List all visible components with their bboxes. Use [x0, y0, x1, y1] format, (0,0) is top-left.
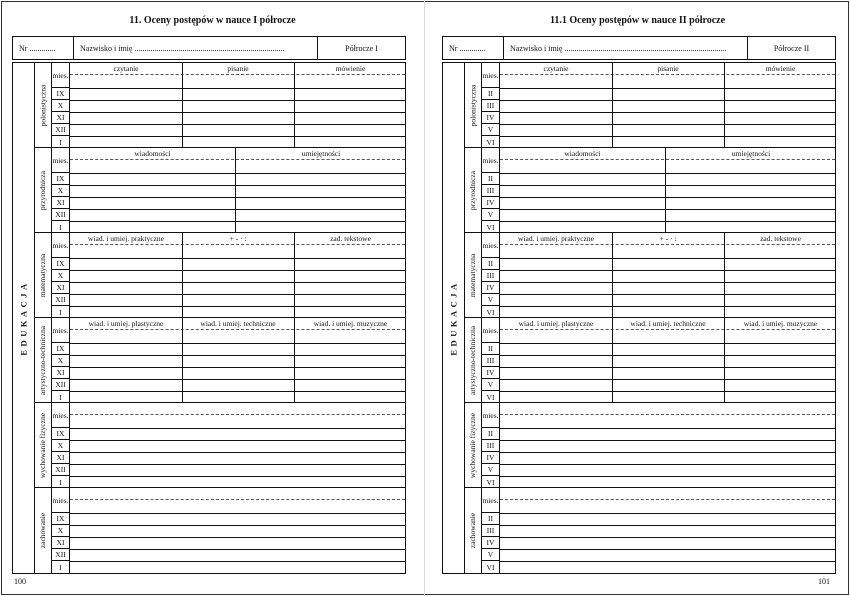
grade-grid[interactable]	[70, 233, 405, 317]
month-cell: V	[482, 549, 499, 561]
month-cell: XI	[52, 197, 69, 209]
column-divider	[294, 318, 295, 402]
column-label: + - · :	[659, 234, 677, 243]
mies-label: mies.	[52, 403, 69, 428]
column-label: umiejętności	[731, 149, 771, 158]
grade-grid[interactable]	[500, 318, 835, 402]
grade-grid[interactable]	[70, 488, 405, 573]
subject-label	[35, 63, 52, 147]
subject-label-text: przyrodnicza	[468, 170, 478, 210]
month-cell: IX	[52, 88, 69, 100]
grid-row-line	[70, 464, 405, 465]
grid-row-line	[500, 464, 835, 465]
dashed-line	[500, 329, 835, 330]
column-label: wiad. i umiej. techniczne	[200, 319, 276, 328]
grid-row-line	[500, 476, 835, 477]
column-label: zad. tekstowe	[760, 234, 801, 243]
month-cell: IX	[52, 428, 69, 440]
grid-row-line	[70, 270, 405, 271]
month-cell: IV	[482, 452, 499, 464]
grid-row-line	[500, 112, 835, 113]
dashed-line	[500, 159, 835, 160]
dashed-line	[70, 244, 405, 245]
grade-grid[interactable]	[500, 148, 835, 232]
grid-row-line	[500, 343, 835, 344]
mies-label: mies.	[482, 488, 499, 513]
month-cell: I	[59, 392, 62, 402]
subject-label-text: polonistyczna	[468, 84, 478, 126]
section-przyrodnicza	[465, 148, 835, 233]
subject-label	[465, 233, 482, 317]
grid-row-line	[500, 549, 835, 550]
number-field[interactable]: Nr .............	[19, 43, 56, 53]
subject-label-text: przyrodnicza	[38, 170, 48, 210]
column-label: czytanie	[543, 64, 569, 73]
grid-row-line	[500, 294, 835, 295]
month-cell: II	[482, 88, 499, 100]
grid-row-line	[500, 391, 835, 392]
month-cell: IV	[482, 282, 499, 294]
semester-label: Półrocze II	[747, 37, 835, 59]
column-label: mówienie	[335, 64, 366, 73]
mies-label: mies.	[52, 148, 69, 173]
mies-label: mies.	[482, 233, 499, 258]
month-cell: I	[59, 562, 62, 572]
grid-row-line	[500, 440, 835, 441]
grid-row-line	[500, 513, 835, 514]
dashed-line	[500, 414, 835, 415]
month-cell: II	[482, 173, 499, 185]
grid-row-line	[500, 173, 835, 174]
month-cell: X	[52, 270, 69, 282]
section-artystyczno-techniczna	[35, 318, 405, 403]
grade-grid[interactable]	[500, 488, 835, 573]
grid-row-line	[70, 209, 405, 210]
section-artystyczno-techniczna	[465, 318, 835, 403]
column-divider	[724, 63, 725, 147]
month-cell: IX	[52, 513, 69, 525]
grid-row-line	[500, 270, 835, 271]
grid-row-line	[70, 513, 405, 514]
month-cell: V	[482, 379, 499, 391]
subject-label-text: matematyczna	[468, 253, 478, 297]
month-column	[482, 403, 500, 487]
grid-row-line	[500, 367, 835, 368]
subject-label-text: polonistyczna	[38, 84, 48, 126]
grid-row-line	[70, 306, 405, 307]
subject-label-text: artystyczno-techniczna	[38, 325, 48, 395]
grid-row-line	[70, 185, 405, 186]
month-column	[482, 233, 500, 317]
month-cell: VI	[486, 392, 495, 402]
column-label: wiad. i umiej. techniczne	[630, 319, 706, 328]
section-wychowanie-fizyczne	[35, 403, 405, 488]
column-divider	[612, 233, 613, 317]
month-column	[52, 233, 70, 317]
grid-row-line	[70, 100, 405, 101]
subject-label	[35, 318, 52, 402]
month-column	[482, 148, 500, 232]
month-cell: V	[482, 209, 499, 221]
month-cell: X	[52, 185, 69, 197]
dashed-line	[500, 244, 835, 245]
grid-row-line	[70, 173, 405, 174]
grid-row-line	[500, 100, 835, 101]
month-cell: X	[52, 440, 69, 452]
month-cell: IV	[482, 112, 499, 124]
grid-row-line	[70, 136, 405, 137]
grid-row-line	[70, 367, 405, 368]
grid-row-line	[70, 428, 405, 429]
month-cell: XI	[52, 367, 69, 379]
month-cell: XII	[52, 294, 69, 306]
grid-row-line	[70, 221, 405, 222]
subject-label	[35, 233, 52, 317]
subject-label	[35, 403, 52, 487]
column-divider	[182, 233, 183, 317]
grid-row-line	[70, 258, 405, 259]
grid-row-line	[500, 525, 835, 526]
month-cell: X	[52, 525, 69, 537]
mies-label: mies.	[52, 488, 69, 513]
month-cell: VI	[486, 562, 495, 572]
grid-row-line	[70, 294, 405, 295]
grid-row-line	[70, 476, 405, 477]
grid-row-line	[70, 537, 405, 538]
column-label: czytanie	[113, 64, 139, 73]
mies-label: mies.	[482, 148, 499, 173]
section-polonistyczna	[465, 63, 835, 148]
month-column	[52, 148, 70, 232]
section-matematyczna	[35, 233, 405, 318]
month-cell: III	[482, 100, 499, 112]
grade-grid[interactable]	[70, 63, 405, 147]
month-cell: XII	[52, 209, 69, 221]
subject-label-text: wychowanie fizyczne	[468, 412, 478, 478]
section-wychowanie-fizyczne	[465, 403, 835, 488]
column-label: wiad. i umiej. muzyczne	[313, 319, 388, 328]
mies-label: mies.	[52, 233, 69, 258]
month-cell: III	[482, 270, 499, 282]
grid-row-line	[500, 452, 835, 453]
dashed-line	[500, 499, 835, 500]
column-label: umiejętności	[301, 149, 341, 158]
column-label: + - · :	[229, 234, 247, 243]
month-cell: XII	[52, 464, 69, 476]
month-cell: IV	[482, 197, 499, 209]
month-column	[52, 318, 70, 402]
column-divider	[665, 148, 666, 232]
page-title: 11. Oceny postępów w nauce I półrocze	[129, 15, 296, 26]
column-label: wiad. i umiej. praktyczne	[517, 234, 594, 243]
section-matematyczna	[465, 233, 835, 318]
dashed-line	[70, 159, 405, 160]
month-cell: XI	[52, 452, 69, 464]
grid-row-line	[500, 88, 835, 89]
grid-row-line	[500, 124, 835, 125]
grid-row-line	[70, 561, 405, 562]
subject-label	[35, 148, 52, 232]
semester-label: Półrocze I	[317, 37, 405, 59]
dashed-line	[70, 329, 405, 330]
month-cell: III	[482, 185, 499, 197]
column-label: wiad. i umiej. plastyczne	[518, 319, 594, 328]
grid-row-line	[500, 561, 835, 562]
month-cell: V	[482, 464, 499, 476]
section-zachowanie	[465, 488, 835, 573]
page-title: 11.1 Oceny postępów w nauce II półrocze	[549, 15, 726, 26]
name-field[interactable]: Nazwisko i imię .................................................................................	[503, 37, 747, 59]
month-cell: III	[482, 525, 499, 537]
grid-row-line	[500, 221, 835, 222]
month-column	[482, 488, 500, 573]
grid-row-line	[500, 136, 835, 137]
grid-row-line	[70, 355, 405, 356]
grade-grid[interactable]	[500, 63, 835, 147]
number-field[interactable]: Nr .............	[449, 43, 486, 53]
month-cell: XII	[52, 549, 69, 561]
grid-row-line	[70, 343, 405, 344]
month-column	[482, 63, 500, 147]
right-page	[425, 0, 850, 596]
month-cell: I	[59, 137, 62, 147]
subject-label-text: wychowanie fizyczne	[38, 412, 48, 478]
month-cell: VI	[486, 137, 495, 147]
month-cell: VI	[486, 477, 495, 487]
column-label: pisanie	[657, 64, 679, 73]
column-divider	[182, 63, 183, 147]
column-label: wiad. i umiej. plastyczne	[88, 319, 164, 328]
dashed-line	[70, 414, 405, 415]
section-przyrodnicza	[35, 148, 405, 233]
dashed-line	[70, 74, 405, 75]
grid-row-line	[500, 282, 835, 283]
grades-table	[442, 62, 836, 574]
month-cell: III	[482, 440, 499, 452]
month-cell: X	[52, 100, 69, 112]
edukacja-label: EDUKACJA	[443, 63, 465, 573]
column-label: wiad. i umiej. muzyczne	[743, 319, 818, 328]
grid-row-line	[500, 355, 835, 356]
month-cell: IX	[52, 173, 69, 185]
grid-row-line	[500, 306, 835, 307]
mies-label: mies.	[482, 63, 499, 88]
subject-label	[465, 318, 482, 402]
section-polonistyczna	[35, 63, 405, 148]
grade-grid[interactable]	[500, 233, 835, 317]
grid-row-line	[500, 185, 835, 186]
month-column	[52, 63, 70, 147]
month-cell: IV	[482, 367, 499, 379]
grade-grid[interactable]	[70, 318, 405, 402]
mies-label: mies.	[482, 318, 499, 343]
student-header	[12, 36, 406, 60]
subject-label	[465, 148, 482, 232]
month-cell: I	[59, 307, 62, 317]
grid-row-line	[70, 124, 405, 125]
grid-row-line	[500, 428, 835, 429]
grade-grid[interactable]	[70, 403, 405, 487]
grid-row-line	[70, 112, 405, 113]
subject-label	[465, 488, 482, 573]
grid-row-line	[500, 209, 835, 210]
column-divider	[182, 318, 183, 402]
grid-row-line	[70, 197, 405, 198]
page-number: 101	[818, 577, 830, 586]
dashed-line	[70, 499, 405, 500]
section-zachowanie	[35, 488, 405, 573]
grid-row-line	[70, 440, 405, 441]
subject-label	[465, 63, 482, 147]
month-cell: XI	[52, 282, 69, 294]
grid-row-line	[70, 379, 405, 380]
month-cell: VI	[486, 307, 495, 317]
column-label: zad. tekstowe	[330, 234, 371, 243]
edukacja-label: EDUKACJA	[13, 63, 35, 573]
month-cell: II	[482, 343, 499, 355]
column-divider	[724, 233, 725, 317]
mies-label: mies.	[52, 318, 69, 343]
month-cell: II	[482, 513, 499, 525]
grade-grid[interactable]	[500, 403, 835, 487]
mies-label: mies.	[52, 63, 69, 88]
month-cell: X	[52, 355, 69, 367]
grid-row-line	[500, 258, 835, 259]
subject-label-text: zachowanie	[468, 512, 478, 549]
subject-label	[465, 403, 482, 487]
grid-row-line	[70, 549, 405, 550]
month-cell: XII	[52, 124, 69, 136]
month-cell: VI	[486, 222, 495, 232]
grid-row-line	[500, 379, 835, 380]
month-column	[52, 488, 70, 573]
month-cell: I	[59, 222, 62, 232]
month-cell: IX	[52, 258, 69, 270]
column-label: wiadomości	[564, 149, 601, 158]
month-cell: II	[482, 258, 499, 270]
grid-row-line	[500, 537, 835, 538]
grades-table	[12, 62, 406, 574]
subject-label-text: zachowanie	[38, 512, 48, 549]
subject-label-text: matematyczna	[38, 253, 48, 297]
column-divider	[724, 318, 725, 402]
month-cell: XI	[52, 537, 69, 549]
mies-label: mies.	[482, 403, 499, 428]
grid-row-line	[70, 391, 405, 392]
month-cell: V	[482, 294, 499, 306]
column-divider	[612, 63, 613, 147]
grid-row-line	[500, 197, 835, 198]
name-field[interactable]: Nazwisko i imię ...........................................................................	[73, 37, 317, 59]
column-label: pisanie	[227, 64, 249, 73]
grid-row-line	[70, 525, 405, 526]
month-cell: III	[482, 355, 499, 367]
subject-label	[35, 488, 52, 573]
grid-row-line	[70, 88, 405, 89]
month-cell: I	[59, 477, 62, 487]
grid-row-line	[70, 282, 405, 283]
month-cell: XII	[52, 379, 69, 391]
column-divider	[294, 63, 295, 147]
column-divider	[294, 233, 295, 317]
month-cell: XI	[52, 112, 69, 124]
student-header	[442, 36, 836, 60]
grade-grid[interactable]	[70, 148, 405, 232]
grid-row-line	[70, 452, 405, 453]
column-label: wiad. i umiej. praktyczne	[87, 234, 164, 243]
column-label: wiadomości	[134, 149, 171, 158]
month-cell: IX	[52, 343, 69, 355]
column-divider	[235, 148, 236, 232]
month-cell: II	[482, 428, 499, 440]
page-number: 100	[14, 577, 26, 586]
month-column	[52, 403, 70, 487]
subject-label-text: artystyczno-techniczna	[468, 325, 478, 395]
month-cell: V	[482, 124, 499, 136]
dashed-line	[500, 74, 835, 75]
month-cell: IV	[482, 537, 499, 549]
column-divider	[612, 318, 613, 402]
column-label: mówienie	[765, 64, 796, 73]
month-column	[482, 318, 500, 402]
